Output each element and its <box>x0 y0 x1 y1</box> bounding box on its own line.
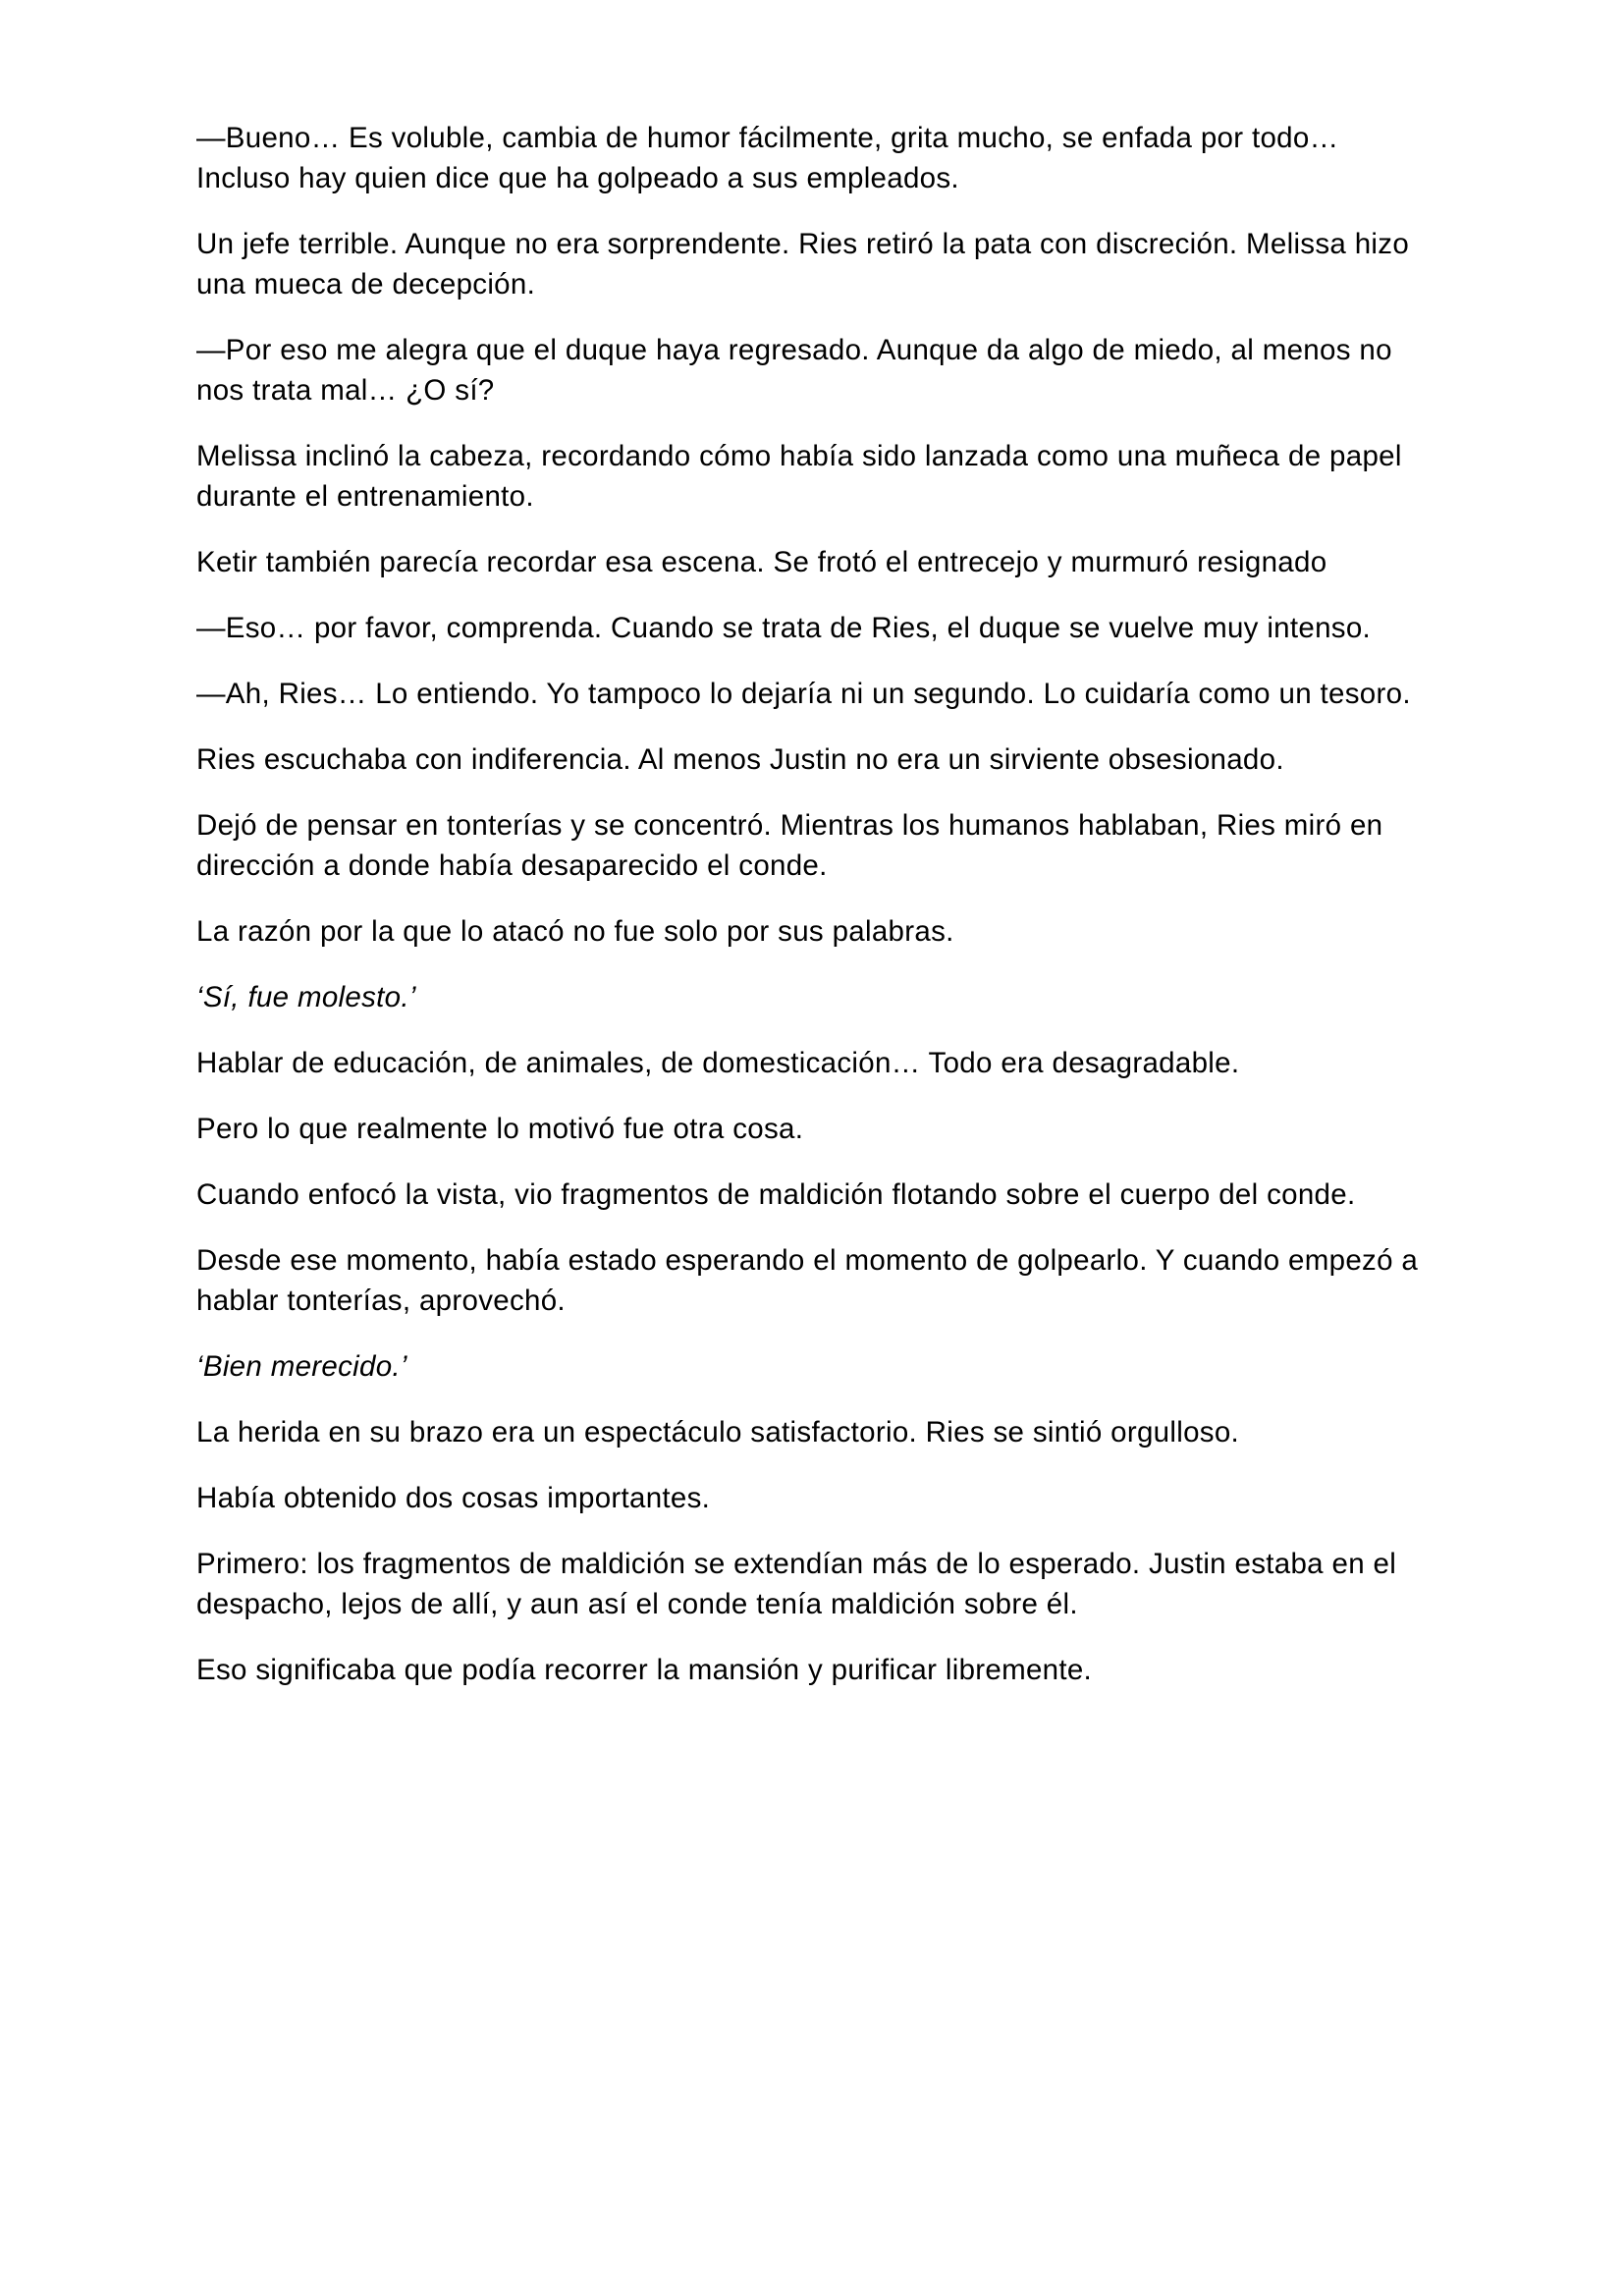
paragraph: Dejó de pensar en tonterías y se concentró. Mientras los humanos hablaban, Ries miró en dirección a donde había desaparecido el conde. <box>196 809 1383 882</box>
paragraph: Un jefe terrible. Aunque no era sorprendente. Ries retiró la pata con discreción. Melissa hizo una mueca de decepción. <box>196 228 1410 301</box>
paragraph: Había obtenido dos cosas importantes. <box>196 1482 711 1514</box>
paragraph: Ketir también parecía recordar esa escena. Se frotó el entrecejo y murmuró resignado <box>196 546 1327 578</box>
paragraph: Hablar de educación, de animales, de domesticación… Todo era desagradable. <box>196 1047 1240 1079</box>
paragraph: La razón por la que lo atacó no fue solo por sus palabras. <box>196 915 954 948</box>
paragraph: Primero: los fragmentos de maldición se extendían más de lo esperado. Justin estaba en el despacho, lejos de allí, y aun así el conde tenía maldición sobre él. <box>196 1548 1397 1620</box>
document-text-body <box>196 118 1432 1690</box>
paragraph: —Ah, Ries… Lo entiendo. Yo tampoco lo dejaría ni un segundo. Lo cuidaría como un tesoro. <box>196 678 1411 710</box>
paragraph: Ries escuchaba con indiferencia. Al menos Justin no era un sirviente obsesionado. <box>196 743 1284 776</box>
paragraph-inner-monologue: ‘Sí, fue molesto.’ <box>196 981 416 1013</box>
paragraph: Eso significaba que podía recorrer la mansión y purificar libremente. <box>196 1654 1093 1686</box>
paragraph-inner-monologue: ‘Bien merecido.’ <box>196 1350 407 1383</box>
paragraph: La herida en su brazo era un espectáculo satisfactorio. Ries se sintió orgulloso. <box>196 1416 1240 1449</box>
paragraph: Cuando enfocó la vista, vio fragmentos de maldición flotando sobre el cuerpo del conde. <box>196 1178 1356 1211</box>
paragraph: —Por eso me alegra que el duque haya regresado. Aunque da algo de miedo, al menos no nos trata mal… ¿O sí? <box>196 334 1392 407</box>
paragraph: —Eso… por favor, comprenda. Cuando se trata de Ries, el duque se vuelve muy intenso. <box>196 612 1372 644</box>
paragraph: —Bueno… Es voluble, cambia de humor fácilmente, grita mucho, se enfada por todo… Incluso hay quien dice que ha golpeado a sus empleados. <box>196 122 1339 194</box>
paragraph: Desde ese momento, había estado esperando el momento de golpearlo. Y cuando empezó a hablar tonterías, aprovechó. <box>196 1244 1419 1317</box>
paragraph: Melissa inclinó la cabeza, recordando cómo había sido lanzada como una muñeca de papel durante el entrenamiento. <box>196 440 1402 513</box>
paragraph: Pero lo que realmente lo motivó fue otra cosa. <box>196 1113 804 1145</box>
